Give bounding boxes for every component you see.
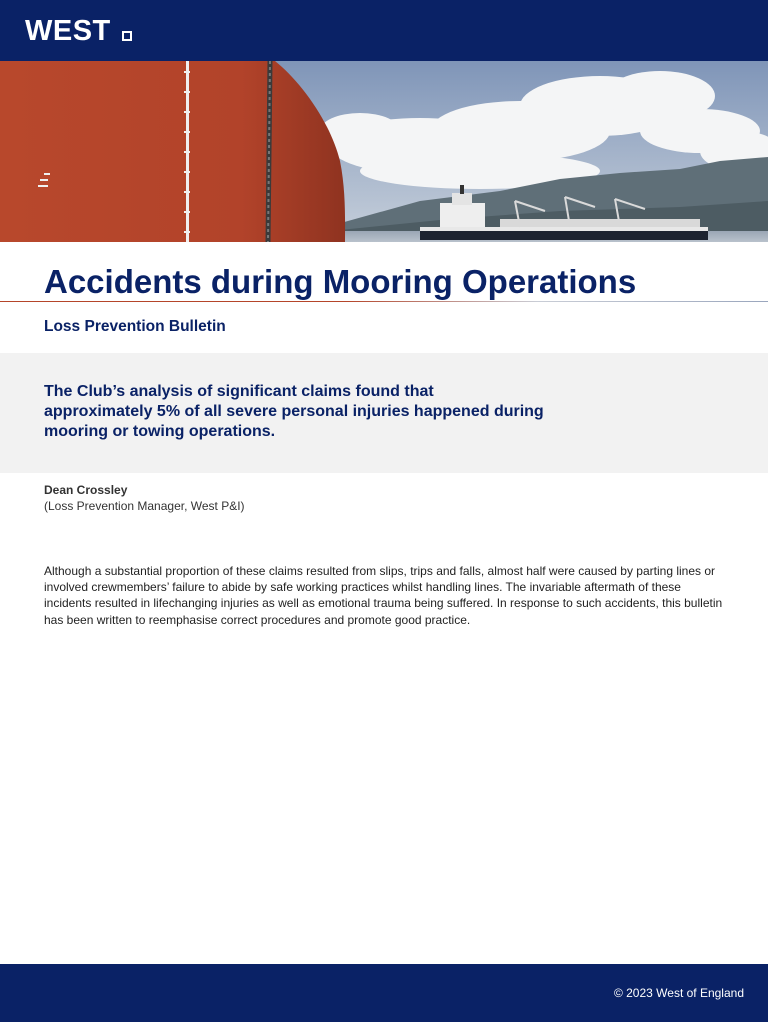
hull-foreground: [0, 61, 345, 242]
author-name: Dean Crossley: [44, 483, 128, 497]
logo-square-icon: [122, 31, 132, 41]
hero-illustration: [0, 61, 768, 242]
body-paragraph: Although a substantial proportion of these claims resulted from slips, trips and falls, almost half were caused by parting lines or involved crewmembers’ failure to abide by safe working practices whilst handling lines. The invariable aftermath of these incidents resulted in lifechanging injuries as well as emotional trauma being suffered. In response to such accidents, this bulletin has been written to reemphasise correct procedures and promote good practice.: [44, 564, 723, 627]
hero-image: [0, 61, 768, 242]
summary-text: The Club’s analysis of significant claims found that approximately 5% of all severe personal injuries happened during mooring or towing operations.: [44, 383, 544, 440]
copyright-text: © 2023 West of England: [613, 986, 744, 1000]
bulletin-subtitle: Loss Prevention Bulletin: [44, 318, 226, 335]
header-bar: [0, 0, 768, 61]
author-role: (Loss Prevention Manager, West P&I): [44, 499, 245, 513]
west-logo[interactable]: WEST: [25, 15, 111, 47]
anchor-chain: [268, 61, 270, 242]
page-title: Accidents during Mooring Operations: [44, 263, 637, 300]
title-divider: [0, 301, 768, 302]
